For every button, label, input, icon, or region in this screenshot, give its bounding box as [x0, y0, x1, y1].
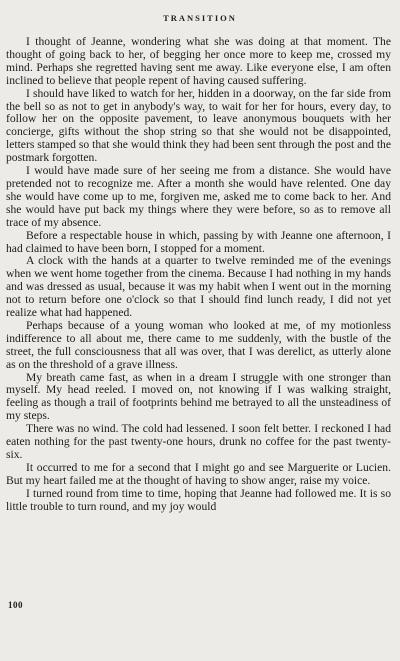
paragraph: My breath came fast, as when in a dream I struggle with one stronger than myself. My head reeled. I moved on, not knowing if I was walking straight, feeling as though a trail of footprints behind me betrayed to all the unsteadiness of my steps. [6, 370, 391, 423]
paragraph: I thought of Jeanne, wondering what she was doing at that moment. The thought of going back to her, of begging her once more to keep me, crossed my mind. Perhaps she regretted having sent me away. Like everyone else, I am often inclined to believe that people repent of having caused suffering. [6, 35, 391, 87]
paragraph: I would have made sure of her seeing me from a distance. She would have pretended not to recognize me. After a month she would have relented. One day she would have come up to me, forgiven me, asked me to come back to her. And she would have put back my things where they were before, so as to remove all trace of my absence. [6, 164, 391, 229]
running-head: TRANSITION [163, 13, 237, 23]
paragraph: Perhaps because of a young woman who looked at me, of my motionless indifference to all about me, there came to me suddenly, with the bustle of the street, the full consciousness that all was over, that I was derelict, as utterly alone as on the threshold of a grave illness. [6, 318, 391, 371]
paragraph: A clock with the hands at a quarter to twelve reminded me of the evenings when we went home together from the cinema. Because I had nothing in my hands and was dressed as usual, because it was my habit when I went out in the morning not to return before one o'clock so that I should find lunch ready, I did not yet realize what had happened. [6, 254, 391, 320]
paragraph: I turned round from time to time, hoping that Jeanne had followed me. It is so little trouble to turn round, and my joy would [6, 486, 391, 513]
paragraph: Before a respectable house in which, passing by with Jeanne one afternoon, I had claimed to have been born, I stopped for a moment. [6, 228, 391, 255]
paragraph: It occurred to me for a second that I might go and see Marguerite or Lucien. But my heart failed me at the thought of having to show anger, raise my voice. [6, 460, 391, 487]
body-text [6, 36, 391, 514]
paragraph: There was no wind. The cold had lessened. I soon felt better. I reckoned I had eaten nothing for the past twenty-one hours, drunk no coffee for the past twenty-six. [6, 422, 391, 461]
paragraph: I should have liked to watch for her, hidden in a doorway, on the far side from the bell so as not to get in anybody's way, to wait for her for hours, every day, to follow her on the opposite pavement, to leave anonymous bouquets with her concierge, gifts without the shop string so that she would not be disappointed, letters stamped so that she would think they had been sent through the post and the postmark forgotten. [6, 86, 391, 165]
page-number: 100 [8, 600, 23, 610]
